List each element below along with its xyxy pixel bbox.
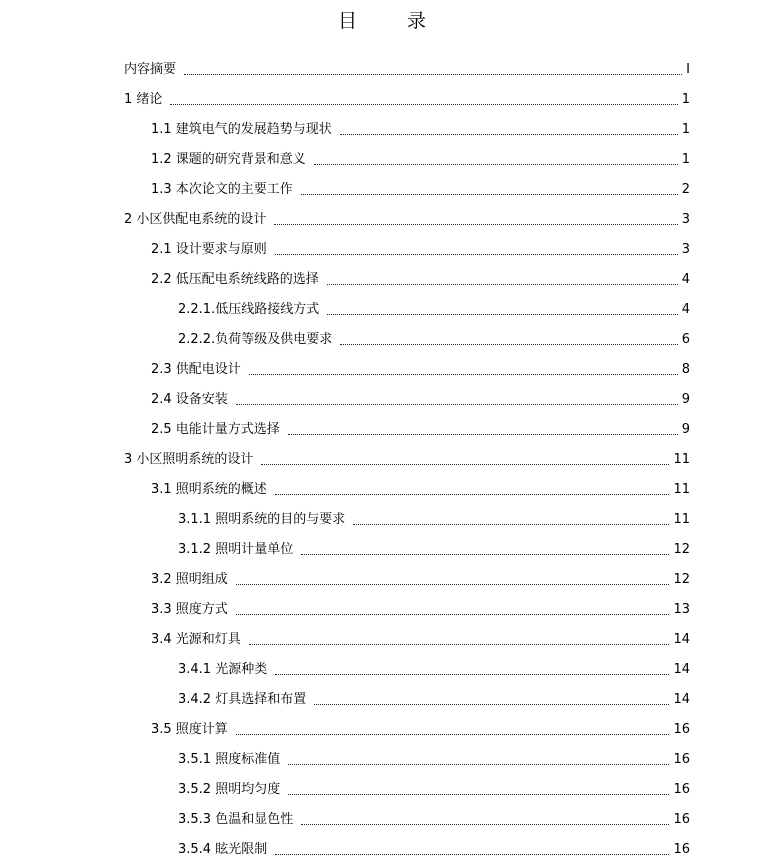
toc-entry[interactable] [178,838,690,858]
toc-entry[interactable] [178,658,690,678]
toc-entry-label: 3.5.1 照度标准值 [178,752,281,767]
toc-entry-page-number: 14 [673,692,690,707]
toc-dot-leader [275,254,678,255]
toc-entry-page-number: 8 [681,362,690,377]
toc-entry[interactable] [151,568,690,588]
toc-dot-leader [288,764,669,765]
toc-entry-page-number: 13 [673,602,690,617]
page-title [0,6,764,33]
toc-entry-page-number: 6 [681,332,690,347]
toc-entry[interactable] [151,178,690,198]
toc-dot-leader [301,194,678,195]
toc-dot-leader [340,134,678,135]
toc-entry-label: 内容摘要 [124,62,177,77]
toc-entry[interactable] [151,418,690,438]
toc-entry-page-number: 4 [681,272,690,287]
toc-dot-leader [314,164,678,165]
toc-entry-page-number: 16 [673,812,690,827]
toc-entry[interactable] [124,448,690,468]
toc-entry-label: 2.1 设计要求与原则 [151,242,267,257]
toc-entry-page-number: 16 [673,782,690,797]
toc-entry[interactable] [178,538,690,558]
toc-dot-leader [288,434,678,435]
toc-entry-page-number: 9 [681,392,690,407]
toc-entry[interactable] [151,478,690,498]
toc-entry-label: 3.5.4 眩光限制 [178,842,268,857]
toc-entry-page-number: 16 [673,752,690,767]
toc-dot-leader [275,854,669,855]
toc-dot-leader [249,374,678,375]
toc-dot-leader [170,104,677,105]
toc-entry-page-number: 1 [681,92,690,107]
toc-dot-leader [340,344,678,345]
title-char-1: 目 [337,10,357,32]
toc-entry-label: 3 小区照明系统的设计 [124,452,254,467]
toc-dot-leader [327,314,678,315]
toc-entry-label: 3.4.1 光源种类 [178,662,268,677]
toc-entry-page-number: 9 [681,422,690,437]
toc-entry-page-number: 2 [681,182,690,197]
toc-entry-label: 3.5.3 色温和显色性 [178,812,294,827]
toc-entry-label: 1.2 课题的研究背景和意义 [151,152,306,167]
title-char-2: 录 [407,10,427,32]
toc-dot-leader [275,674,669,675]
toc-entry-label: 3.1 照明系统的概述 [151,482,267,497]
toc-dot-leader [314,704,669,705]
toc-dot-leader [184,74,682,75]
toc-entry-label: 1.1 建筑电气的发展趋势与现状 [151,122,332,137]
toc-dot-leader [353,524,669,525]
toc-dot-leader [301,824,669,825]
toc-entry[interactable] [178,508,690,528]
toc-entry[interactable] [151,118,690,138]
toc-entry[interactable] [151,628,690,648]
toc-entry-label: 3.3 照度方式 [151,602,228,617]
toc-entry[interactable] [178,298,690,318]
toc-dot-leader [288,794,669,795]
toc-entry-page-number: 1 [681,152,690,167]
toc-dot-leader [261,464,669,465]
toc-entry-label: 2.3 供配电设计 [151,362,241,377]
toc-entry[interactable] [151,238,690,258]
toc-dot-leader [327,284,678,285]
toc-entry[interactable] [151,388,690,408]
toc-dot-leader [236,614,670,615]
toc-entry-page-number: 1 [681,122,690,137]
toc-entry-label: 2.2.2.负荷等级及供电要求 [178,332,333,347]
toc-entry-label: 3.4.2 灯具选择和布置 [178,692,307,707]
toc-dot-leader [236,404,678,405]
toc-entry-label: 3.2 照明组成 [151,572,228,587]
toc-entry-page-number: 3 [681,242,690,257]
toc-dot-leader [274,224,677,225]
toc-entry-label: 2.2.1.低压线路接线方式 [178,302,320,317]
toc-entry-page-number: I [686,62,690,77]
toc-entry[interactable] [124,208,690,228]
toc-entry-page-number: 3 [681,212,690,227]
toc-entry[interactable] [178,688,690,708]
toc-entry-page-number: 14 [673,632,690,647]
toc-entry-page-number: 16 [673,722,690,737]
toc-entry[interactable] [178,778,690,798]
toc-entry-page-number: 11 [673,512,690,527]
toc-dot-leader [236,734,670,735]
toc-entry[interactable] [178,748,690,768]
toc-entry[interactable] [151,598,690,618]
toc-dot-leader [275,494,670,495]
toc-entry[interactable] [178,808,690,828]
toc-entry[interactable] [124,58,690,78]
toc-entry-label: 2.2 低压配电系统线路的选择 [151,272,319,287]
toc-entry-label: 2.4 设备安装 [151,392,228,407]
toc-entry-label: 3.5 照度计算 [151,722,228,737]
toc-entry-label: 2.5 电能计量方式选择 [151,422,280,437]
toc-entry-label: 3.1.2 照明计量单位 [178,542,294,557]
toc-entry[interactable] [151,718,690,738]
toc-entry-label: 2 小区供配电系统的设计 [124,212,267,227]
toc-entry-page-number: 12 [673,572,690,587]
toc-entry-label: 3.4 光源和灯具 [151,632,241,647]
toc-dot-leader [301,554,669,555]
toc-entry[interactable] [151,148,690,168]
toc-entry[interactable] [124,88,690,108]
toc-entry-page-number: 12 [673,542,690,557]
toc-entry[interactable] [178,328,690,348]
toc-entry-label: 3.5.2 照明均匀度 [178,782,281,797]
toc-entry-page-number: 4 [681,302,690,317]
toc-entry-page-number: 11 [673,482,690,497]
toc-entry[interactable] [151,358,690,378]
toc-entry-label: 1.3 本次论文的主要工作 [151,182,293,197]
toc-entry[interactable] [151,268,690,288]
toc-dot-leader [249,644,670,645]
toc-entry-page-number: 11 [673,452,690,467]
toc-entry-label: 1 绪论 [124,92,163,107]
toc-entry-label: 3.1.1 照明系统的目的与要求 [178,512,346,527]
toc-entry-page-number: 16 [673,842,690,857]
toc-entry-page-number: 14 [673,662,690,677]
toc-dot-leader [236,584,670,585]
